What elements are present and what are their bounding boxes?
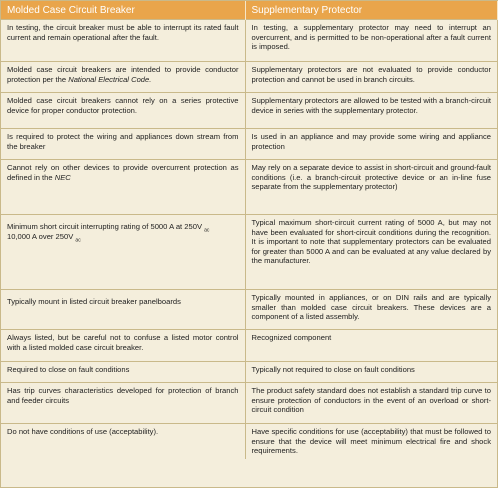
protector-cell: In testing, a supplementary protector may need to interrupt an overcurrent, and is permitted to be non-operational after a fault current is imposed.: [245, 20, 497, 62]
breaker-cell: [1, 160, 245, 215]
protector-cell: Is used in an appliance and may provide some wiring and appliance protection: [245, 129, 497, 160]
table-row: [1, 383, 497, 424]
cell-text-italic: NEC: [54, 172, 71, 182]
cell-text: Molded case circuit breakers are intended to provide conductor protection per the: [7, 65, 239, 84]
subscript: ac: [204, 227, 210, 234]
subscript: ac: [75, 237, 81, 244]
cell-text: 10,000 A over 250V: [7, 231, 74, 241]
cell-text: Typically mount in listed circuit breaker panelboards: [7, 297, 181, 306]
table-row: [1, 330, 497, 362]
table-row: [1, 93, 497, 129]
protector-cell: Typical maximum short-circuit current rating of 5000 A, but may not have been evaluated for short-circuit conditions during the recognition. It is important to note that supplementary protectors can be evaluated for greater than 5000 A and can be evaluated at any value declared by the manufacturer.: [245, 215, 497, 290]
breaker-cell: Is required to protect the wiring and appliances down stream from the breaker: [1, 129, 245, 160]
cell-text-italic: National Electrical Code.: [68, 74, 152, 84]
protector-cell: Supplementary protectors are allowed to be tested with a branch-circuit device in series with the supplementary protector.: [245, 93, 497, 129]
protector-cell: Typically not required to close on fault conditions: [245, 362, 497, 383]
column-header-breaker: Molded Case Circuit Breaker: [1, 1, 245, 20]
table-header-row: [1, 1, 497, 20]
table-row: [1, 215, 497, 290]
column-header-protector: Supplementary Protector: [245, 1, 497, 20]
breaker-cell: In testing, the circuit breaker must be able to interrupt its rated fault current and remain operational after the fault.: [1, 20, 245, 62]
cell-text: Cannot rely on other devices to provide overcurrent protection as defined in the: [7, 163, 239, 182]
cell-text: Minimum short circuit interrupting rating of 5000 A at 250V: [7, 222, 203, 231]
breaker-cell: Always listed, but be careful not to confuse a listed motor control with a listed molded case circuit breaker.: [1, 330, 245, 362]
protector-cell: May rely on a separate device to assist in short-circuit and ground-fault conditions (i.e. a branch-circuit protective device or an in-line fuse separate from the supplementary protector): [245, 160, 497, 215]
protector-cell: Supplementary protectors are not evaluated to provide conductor protection and cannot be used in branch circuits.: [245, 62, 497, 93]
table-row: [1, 362, 497, 383]
table-row: [1, 160, 497, 215]
protector-cell: Have specific conditions for use (acceptability) that must be followed to ensure that the device will meet minimum electrical fire and shock requirements.: [245, 424, 497, 459]
protector-cell: The product safety standard does not establish a standard trip curve to ensure protection of conductors in the event of an overload or short-circuit condition: [245, 383, 497, 424]
breaker-cell: Molded case circuit breakers cannot rely on a series protective device for proper conductor protection.: [1, 93, 245, 129]
breaker-cell: Required to close on fault conditions: [1, 362, 245, 383]
table-row: [1, 129, 497, 160]
breaker-cell: Has trip curves characteristics developed for protection of branch and feeder circuits: [1, 383, 245, 424]
table-row: [1, 424, 497, 459]
table-row: [1, 62, 497, 93]
protector-cell: Typically mounted in appliances, or on DIN rails and are typically smaller than molded case circuit breakers. These devices are a component of a listed assembly.: [245, 290, 497, 330]
breaker-cell: Do not have conditions of use (acceptability).: [1, 424, 245, 459]
comparison-table: [1, 1, 498, 459]
protector-cell: Recognized component: [245, 330, 497, 362]
table-row: [1, 20, 497, 62]
table-row: [1, 290, 497, 330]
breaker-cell: [1, 290, 245, 330]
breaker-cell: [1, 62, 245, 93]
breaker-cell: [1, 215, 245, 290]
